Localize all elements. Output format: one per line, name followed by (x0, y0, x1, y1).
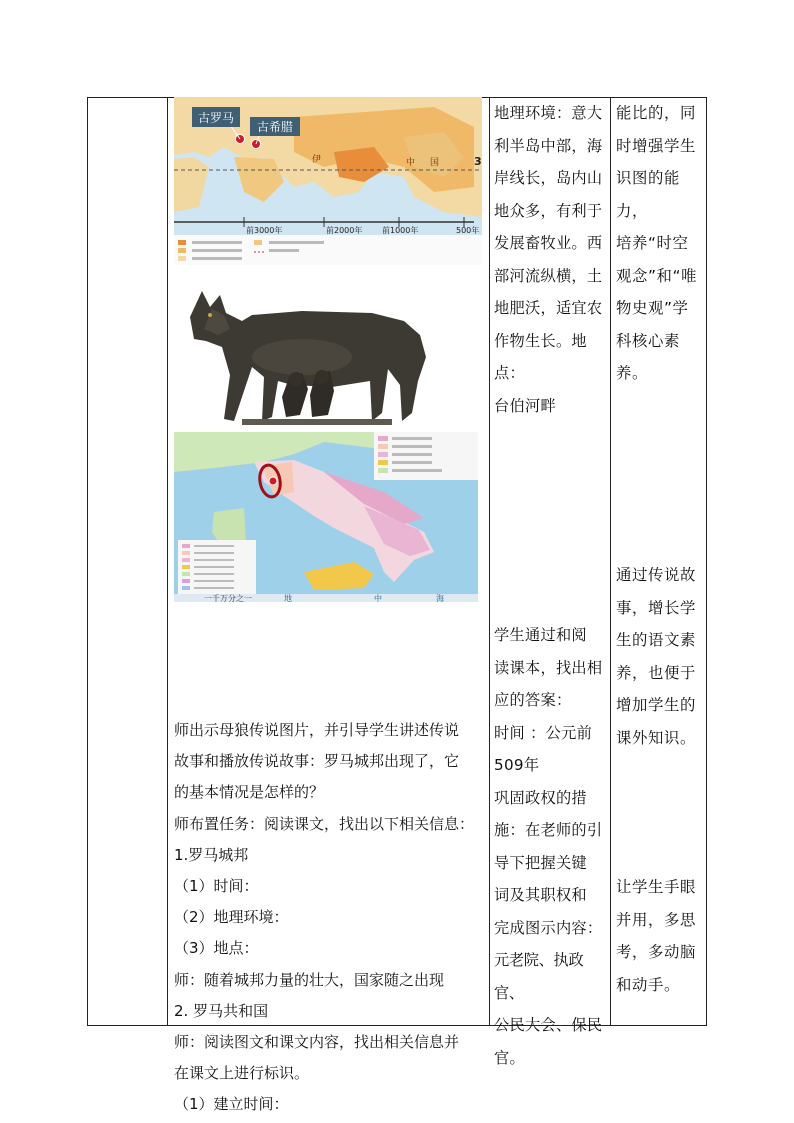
text-line: 观念”和“唯 (616, 266, 698, 285)
civilizations-map-graphic (174, 97, 482, 265)
axis-tick-3: 前1000年 (382, 226, 419, 235)
text-line: （1）时间： (174, 877, 259, 896)
capitoline-wolf-image (182, 277, 446, 427)
text-line: 导下把握关键 (494, 853, 587, 872)
text-line: 发展畜牧业。西 (494, 234, 603, 252)
text-line: 1.罗马城邦 (174, 845, 249, 864)
text-line: 培养“时空 (616, 234, 689, 252)
text-line: 师出示母狼传说图片，并引导学生讲述传说 (174, 721, 460, 739)
text-line: 施：在老师的引 (494, 821, 603, 839)
design-intent-cell (616, 97, 704, 994)
sea-label-3: 海 (436, 594, 444, 602)
teacher-activity-cell (172, 97, 486, 1114)
text-line: 部河流纵横，土 (494, 266, 603, 285)
text-line: 利半岛中部，海 (494, 136, 603, 155)
text-line: 完成图示内容： (494, 918, 603, 937)
text-line: 能比的，同 (616, 104, 696, 122)
text-line: 养，也便于 (616, 663, 696, 682)
text-line: 科核心素养。 (616, 331, 680, 382)
text-line: 通过传说故 (616, 566, 696, 584)
label-rome: 古罗马 (197, 111, 235, 125)
text-line: 作物生长。地点： (494, 331, 587, 382)
axis-tick-4: 500年 (456, 226, 480, 235)
text-line: 让学生手眼 (616, 878, 696, 896)
region-label-2: 中 (406, 158, 416, 168)
design-intent-bottom (616, 871, 704, 1001)
table-border-left (87, 97, 88, 1026)
table-border-right (706, 97, 707, 1026)
map-scale: 一千万分之一 (204, 594, 252, 602)
student-activity-top (494, 97, 604, 422)
text-line: 公民大会、保民 (494, 1016, 603, 1034)
text-line: （2）地理环境： (174, 908, 289, 927)
italy-map-graphic (174, 432, 478, 602)
text-line: 巩固政权的措 (494, 788, 587, 807)
label-greece: 古希腊 (256, 120, 294, 134)
italy-map (174, 432, 478, 602)
side-number: 3 (474, 155, 482, 168)
text-line: 官。 (494, 1048, 525, 1067)
student-activity-bottom (494, 619, 604, 1074)
text-line: 师布置任务：阅读课文，找出以下相关信息： (174, 814, 475, 833)
table-divider-3 (610, 97, 611, 1026)
table-divider-1 (167, 97, 168, 1026)
text-line: 台伯河畔 (494, 396, 556, 415)
text-line: 读课本，找出相 (494, 658, 603, 677)
text-line: 并用，多思 (616, 910, 696, 929)
wolf-statue-graphic (182, 277, 446, 427)
text-line: 时间 ：公元前 (494, 723, 593, 742)
text-line: 物史观”学 (616, 299, 689, 317)
civilizations-map (174, 97, 482, 265)
text-line: 课外知识。 (616, 728, 696, 747)
region-label-3: 国 (430, 158, 440, 168)
design-intent-top (616, 97, 704, 390)
text-line: 学生通过和阅 (494, 626, 587, 644)
text-line: 增加学生的 (616, 696, 696, 714)
text-line: 和动手。 (616, 975, 680, 994)
text-line: 师：随着城邦力量的壮大，国家随之出现 (174, 970, 445, 989)
text-line: 的基本情况是怎样的？ (174, 783, 325, 802)
text-line: 词及其职权和 (494, 886, 587, 904)
sea-label-2: 中 (374, 594, 382, 602)
text-line: 事，增长学 (616, 598, 696, 617)
text-line: 师：阅读图文和课文内容，找出相关信息并 (174, 1033, 460, 1052)
axis-tick-2: 前2000年 (326, 226, 363, 235)
text-line: 岸线长，岛内山 (494, 169, 603, 187)
text-line: 故事和播放传说故事：罗马城邦出现了，它 (174, 752, 460, 771)
text-line: 地理环境：意大 (494, 104, 603, 122)
text-line: 元老院、执政官、 (494, 951, 584, 1002)
text-line: （1）建立时间： (174, 1095, 289, 1114)
text-line: 2. 罗马共和国 (174, 1001, 269, 1020)
table-divider-2 (489, 97, 490, 1026)
text-line: （3）地点： (174, 939, 259, 958)
teacher-activity-text (174, 715, 486, 1121)
text-line: 识图的能力， (616, 169, 680, 220)
design-intent-mid (616, 559, 704, 754)
region-label-1: 伊 (312, 155, 322, 165)
student-activity-cell (494, 97, 604, 1067)
text-line: 在课文上进行标识。 (174, 1064, 310, 1083)
sea-label-1: 地 (284, 594, 292, 602)
axis-tick-1: 前3000年 (246, 226, 283, 235)
text-line: 应的答案： (494, 691, 572, 709)
text-line: 考，多动脑 (616, 943, 696, 961)
text-line: 生的语文素 (616, 631, 696, 649)
text-line: 地肥沃，适宜农 (494, 299, 603, 317)
text-line: 时增强学生 (616, 136, 696, 155)
text-line: 509年 (494, 756, 540, 774)
text-line: 地众多，有利于 (494, 201, 603, 220)
